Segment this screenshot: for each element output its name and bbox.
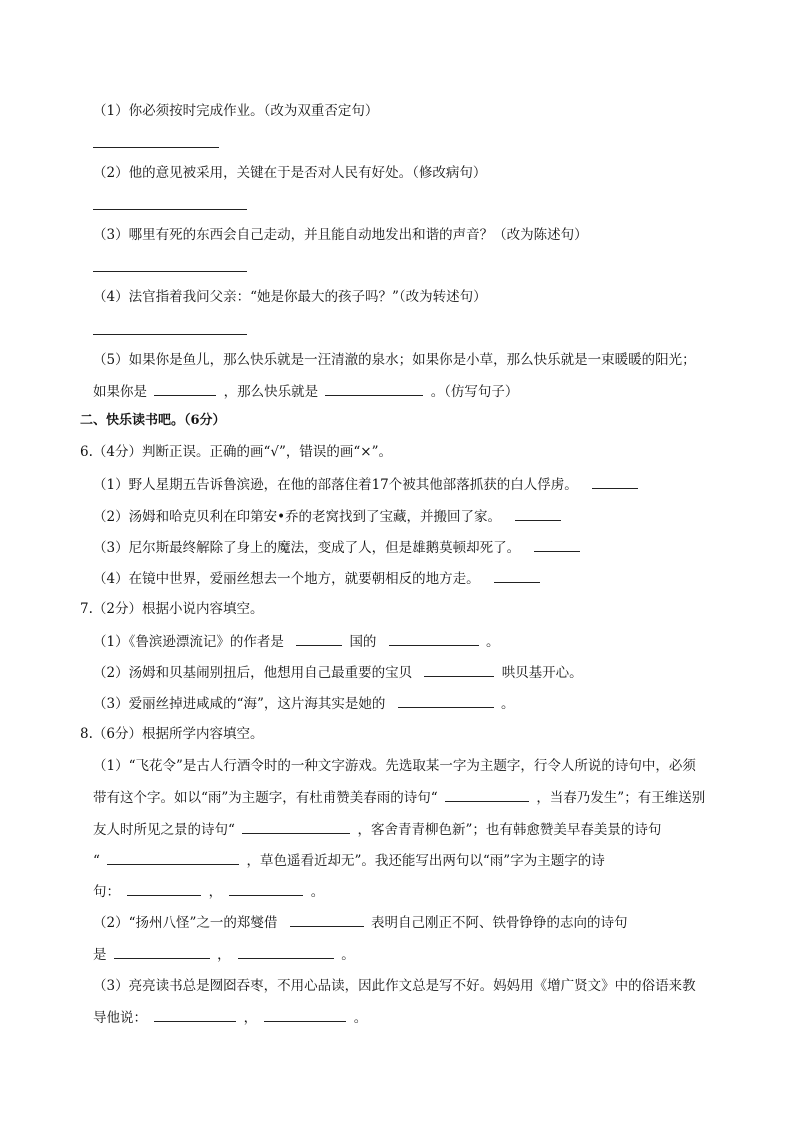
text: 国的 [349,634,377,650]
text: （1）野人星期五告诉鲁滨逊，在他的部落住着17个被其他部落抓获的白人俘虏。 [93,477,578,493]
q8-p3-line1: （3）亮亮读书总是囫囵吞枣，不用心品读，因此作文总是写不好。妈妈用《增广贤文》中的俗语来教 [93,978,696,994]
blank[interactable] [114,944,210,959]
q8-p2-line2 [93,944,355,965]
blank[interactable] [398,693,494,708]
blank[interactable] [154,1007,236,1022]
text: ， [217,947,231,963]
answer-line-4[interactable] [93,334,247,335]
q5-item-1: （1）你必须按时完成作业。（改为双重否定句） [93,103,379,119]
text: （2）汤姆和哈克贝利在印第安•乔的老窝找到了宝藏，并搬回了家。 [93,509,502,525]
text: 是 [93,947,107,963]
blank[interactable] [515,506,561,521]
blank[interactable] [325,381,423,396]
blank[interactable] [107,850,239,865]
q7-item-2 [93,662,583,683]
blank[interactable] [127,881,201,896]
text: ， [208,884,223,900]
q8-p3-line2 [93,1007,367,1028]
text: 友人时所见之景的诗句“ [93,822,235,838]
text: 。 [501,696,515,712]
text: 表明自己刚正不阿、铁骨铮铮的志向的诗句 [371,915,628,931]
blank[interactable] [592,474,638,489]
q8-p2-line1 [93,912,628,933]
q7-item-1 [93,631,500,652]
text: （3）爱丽丝掉进咸咸的“海”，这片海其实是她的 [93,696,386,712]
text: 。（仿写句子） [430,384,519,400]
q5-item-5-line1: （5）如果你是鱼儿，那么快乐就是一汪清澈的泉水；如果你是小草，那么快乐就是一束暖暖的阳光； [93,352,696,368]
q6-item-1 [93,474,641,495]
blank[interactable] [242,819,350,834]
blank[interactable] [534,537,580,552]
q7-stem: 7.（2分）根据小说内容填空。 [80,601,264,617]
q8-p1-line5 [93,881,324,902]
blank[interactable] [494,568,540,583]
q7-item-3 [93,693,515,714]
text: ，那么快乐就是 [223,384,319,400]
q5-item-3: （3）哪里有死的东西会自己走动，并且能自动地发出和谐的声音？（改为陈述句） [93,227,588,243]
text: ，客舍青青柳色新”；也有韩愈赞美早春美景的诗句 [357,822,662,838]
blank[interactable] [389,631,479,646]
text: 哄贝基开心。 [501,665,583,681]
text: “ [93,853,100,869]
answer-line-2[interactable] [93,209,247,210]
q6-item-2 [93,506,564,527]
text: 。 [353,1010,368,1026]
text: （2）汤姆和贝基闹别扭后，他想用自己最重要的宝贝 [93,665,413,681]
section-title: 二、快乐读书吧。（6分） [80,413,226,428]
text: 。 [310,884,325,900]
q6-item-3 [93,537,583,558]
blank[interactable] [424,662,494,677]
text: （4）在镜中世界，爱丽丝想去一个地方，就要朝相反的地方走。 [93,571,480,587]
answer-line-3[interactable] [93,271,247,272]
q8-stem: 8.（6分）根据所学内容填空。 [80,726,264,742]
blank[interactable] [229,881,303,896]
text: 句： [93,884,120,900]
blank[interactable] [238,944,334,959]
text: （2）“扬州八怪”之一的郑燮借 [93,915,278,931]
text: 如果你是 [93,384,147,400]
text: 。 [341,947,355,963]
q8-p1-line2 [93,787,705,808]
q8-p1-line1: （1）“飞花令”是古人行酒令时的一种文字游戏。先选取某一字为主题字，行令人所说的诗句中，必须 [93,758,696,774]
text: 导他说： [93,1010,147,1026]
q5-item-4: （4）法官指着我问父亲：“她是你最大的孩子吗？”（改为转述句） [93,289,487,305]
blank[interactable] [264,1007,346,1022]
blank[interactable] [296,631,342,646]
text: 带有这个字。如以“雨”为主题字，有杜甫赞美春雨的诗句“ [93,790,438,806]
text: ，当春乃发生”；有王维送别 [536,790,706,806]
text: ，草色遥看近却无”。我还能写出两句以“雨”字为主题字的诗 [246,853,605,869]
q8-p1-line3 [93,819,661,840]
text: ， [243,1010,258,1026]
blank[interactable] [154,381,216,396]
text: （3）尼尔斯最终解除了身上的魔法，变成了人，但是雄鹅莫顿却死了。 [93,540,521,556]
q5-item-5-line2 [93,381,518,402]
q5-item-2: （2）他的意见被采用，关键在于是否对人民有好处。（修改病句） [93,165,487,181]
text: （1）《鲁滨逊漂流记》的作者是 [93,634,284,650]
blank[interactable] [445,787,529,802]
answer-line-1[interactable] [93,147,219,148]
q6-stem: 6.（4分）判断正误。正确的画“√”，错误的画“×”。 [80,444,392,460]
q6-item-4 [93,568,543,589]
blank[interactable] [290,912,364,927]
text: 。 [486,634,500,650]
q8-p1-line4 [93,850,605,871]
